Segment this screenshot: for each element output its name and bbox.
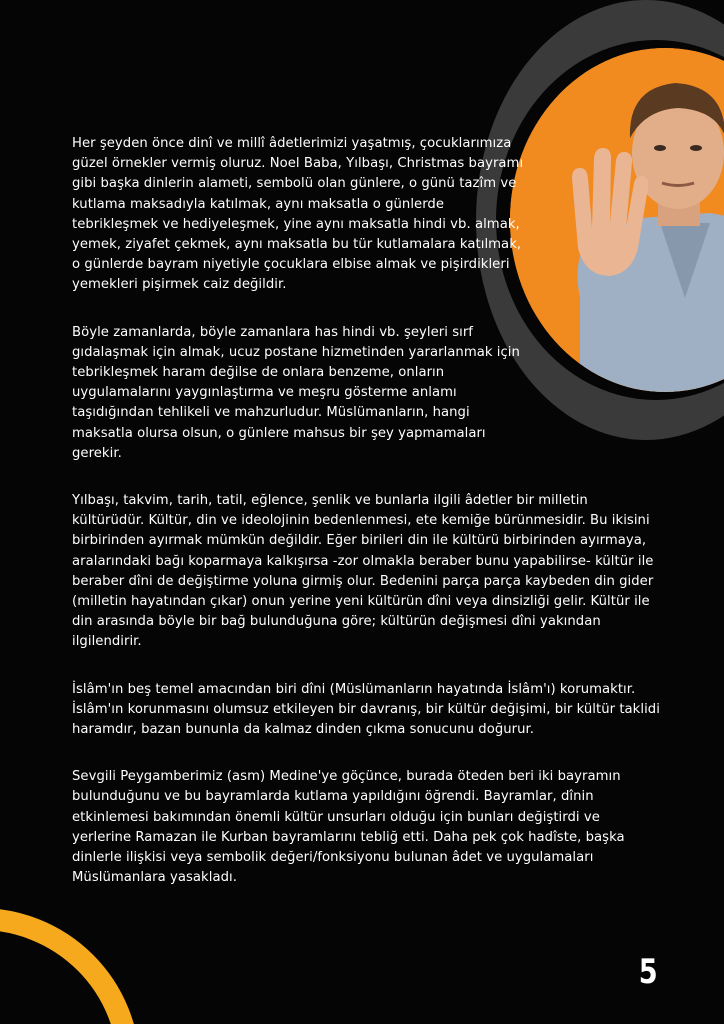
paragraph: Sevgili Peygamberimiz (asm) Medine'ye göçünce, burada öteden beri iki bayramın bulunduğunu ve bu bayramlarda kutlama yapıldığını öğrendi. Bayramlar, dînin etkinlemesi bakımından önemli kültür unsurları olduğu için bunları değiştirdi ve yerlerine Ramazan ile Kurban bayramlarını tebliğ etti. Daha pek çok hadîste, başka dinlerle ilişkisi veya sembolik değeri/fonksiyonu bulunan âdet ve uygulamaları Müslümanlara yasakladı. [72, 769, 625, 886]
page-number: 5 [639, 952, 658, 992]
article-body [72, 134, 662, 916]
paragraph: Böyle zamanlarda, böyle zamanlara has hindi vb. şeyleri sırf gıdalaşmak için almak, ucuz postane hizmetinden yararlanmak için tebrikleşmek haram değilse de onlara benzeme, onların uygulamalarını yaygınlaştırma ve meşru gösterme anlamı taşıdığından tehlikeli ve mahzurludur. Müslümanların, hangi maksatla olursa olsun, o günlere mahsus bir şey yapmamaları gerekir. [72, 324, 520, 461]
paragraph: Yılbaşı, takvim, tarih, tatil, eğlence, şenlik ve bunlarla ilgili âdetler bir milletin kültürüdür. Kültür, din ve ideolojinin bedenlenmesi, ete kemiğe bürünmesidir. Bu ikisini birbirinden ayırmak mümkün değildir. Eğer birileri din ile kültürü birbirinden ayırmaya, aralarındaki bağı koparmaya kalkışırsa -zor olmakla beraber bunu yapabilirse- kültür ile beraber dîni de değiştirme yoluna girmiş olur. Bedenini parça parça kaybeden din gider (milletin hayatından çıkar) onun yerine yeni kültürün dîni veya dinsizliği gelir. Kültür ile din arasında böyle bir bağ bulunduğuna göre; kültürün değişmesi dîni yakından ilgilendirir. [72, 493, 654, 650]
paragraph: Her şeyden önce dinî ve millî âdetlerimizi yaşatmış, çocuklarımıza güzel örnekler vermiş oluruz. Noel Baba, Yılbaşı, Christmas bayramı gibi başka dinlerin alameti, sembolü olan günlere, o günü tazîm ve kutlama maksadıyla katılmak, aynı maksatla o günlerde tebrikleşmek ve hediyeleşmek, yine aynı maksatla hindi vb. almak, yemek, ziyafet çekmek, aynı maksatla bu tür kutlamalara katılmak, o günlerde bayram niyetiyle çocuklara elbise almak ve pişirdikleri yemekleri pişirmek caiz değildir. [72, 136, 524, 293]
decorative-yellow-arc [0, 908, 140, 1024]
paragraph: İslâm'ın beş temel amacından biri dîni (Müslümanların hayatında İslâm'ı) korumaktır. İslâm'ın korunmasını olumsuz etkileyen bir davranış, bir kültür değişimi, bir kültür taklidi haramdır, bazan bununla da kalmaz dinden çıkma sonucunu doğurur. [72, 681, 660, 738]
